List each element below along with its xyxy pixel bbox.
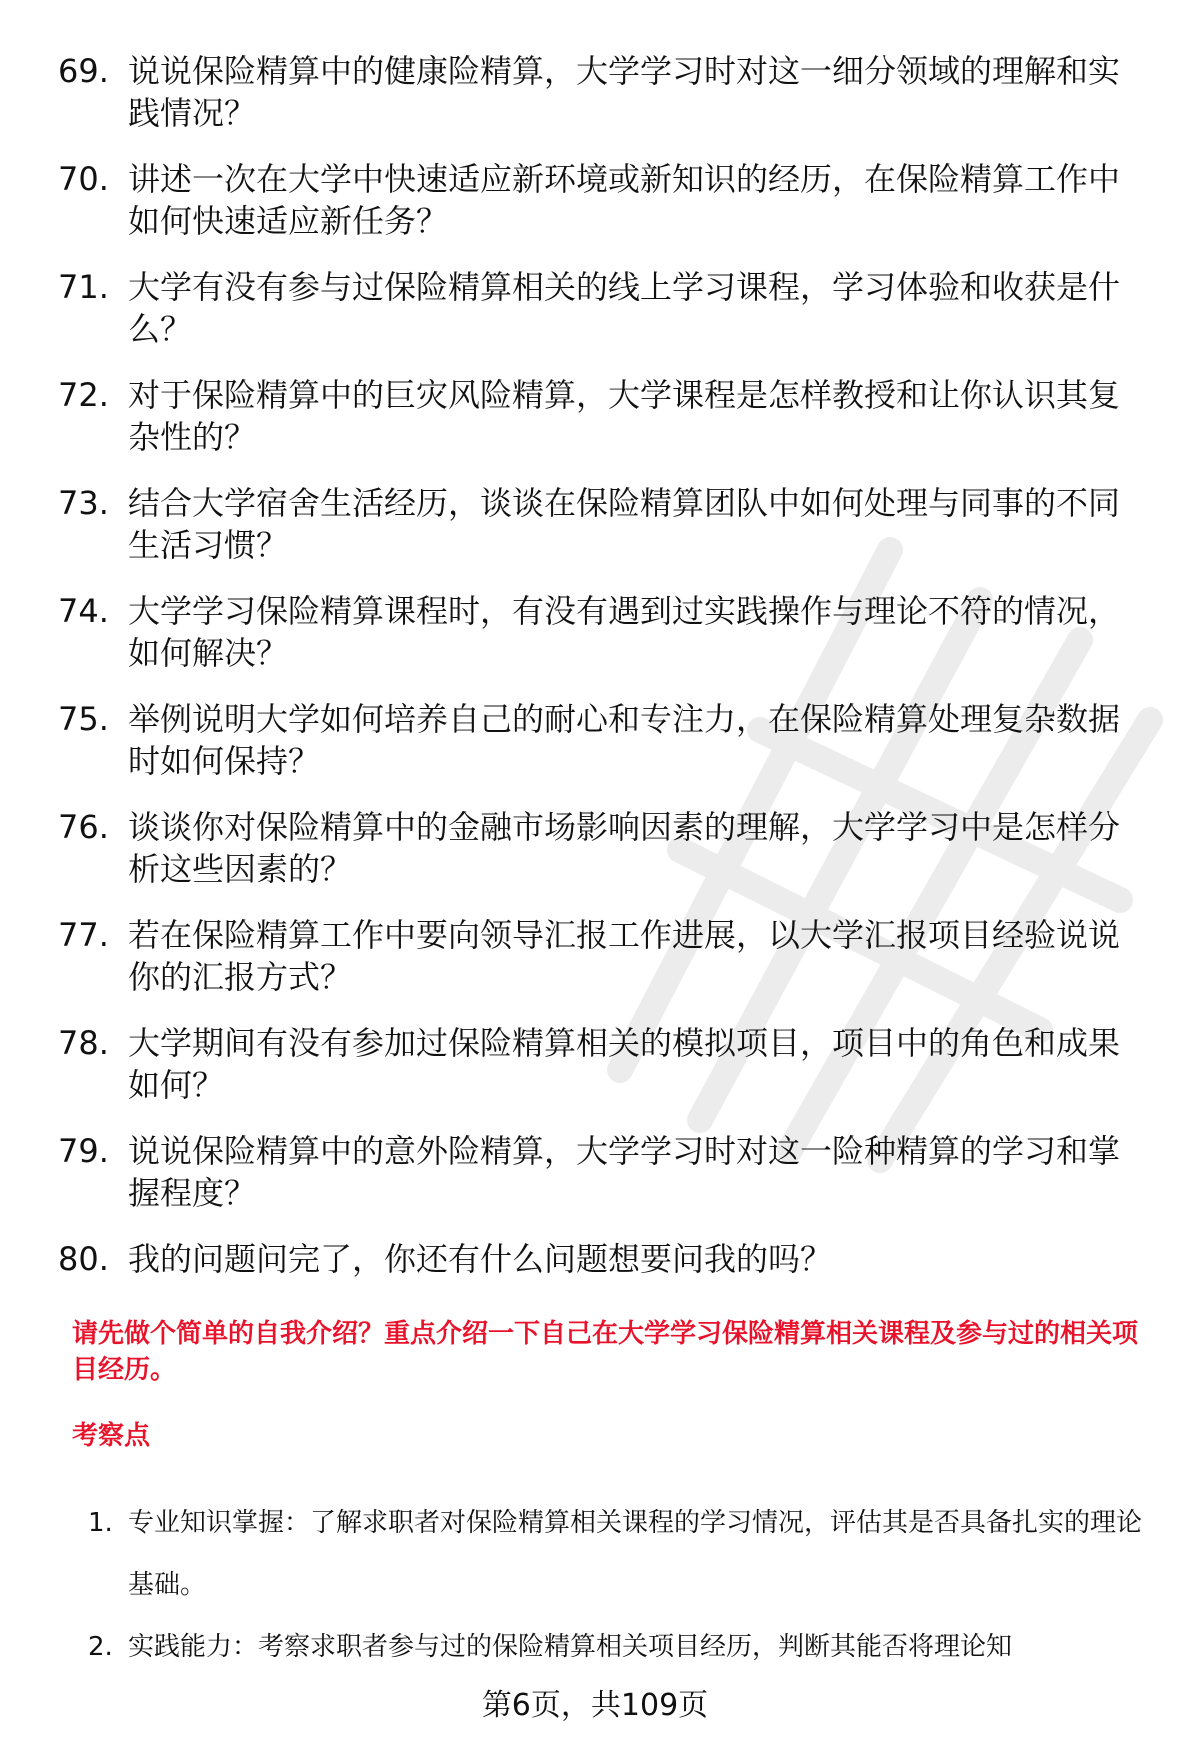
question-text: 对于保险精算中的巨灾风险精算，大学课程是怎样教授和让你认识其复杂性的？ <box>128 376 1121 456</box>
question-item <box>58 590 1148 674</box>
question-text: 大学期间有没有参加过保险精算相关的模拟项目，项目中的角色和成果如何？ <box>128 1024 1121 1104</box>
assessment-points <box>88 1492 1158 1678</box>
question-item <box>58 266 1148 350</box>
question-item <box>58 914 1148 998</box>
point-number: 1. <box>88 1508 113 1538</box>
question-text: 说说保险精算中的健康险精算，大学学习时对这一细分领域的理解和实践情况？ <box>128 52 1121 132</box>
question-item <box>58 1238 1148 1280</box>
question-number: 78. <box>58 1024 109 1062</box>
question-text: 讲述一次在大学中快速适应新环境或新知识的经历，在保险精算工作中如何快速适应新任务？ <box>128 160 1121 240</box>
question-item <box>58 1022 1148 1106</box>
question-text: 谈谈你对保险精算中的金融市场影响因素的理解，大学学习中是怎样分析这些因素的？ <box>128 808 1121 888</box>
question-item <box>58 1130 1148 1214</box>
assessment-point <box>88 1616 1158 1678</box>
question-number: 73. <box>58 484 109 522</box>
question-number: 69. <box>58 52 109 90</box>
question-text: 若在保险精算工作中要向领导汇报工作进展，以大学汇报项目经验说说你的汇报方式？ <box>128 916 1121 996</box>
question-item <box>58 482 1148 566</box>
question-item <box>58 806 1148 890</box>
question-number: 79. <box>58 1132 109 1170</box>
question-number: 80. <box>58 1240 109 1278</box>
question-number: 76. <box>58 808 109 846</box>
question-number: 72. <box>58 376 109 414</box>
assessment-point <box>88 1492 1158 1616</box>
question-number: 75. <box>58 700 109 738</box>
question-text: 我的问题问完了，你还有什么问题想要问我的吗？ <box>128 1240 833 1278</box>
question-number: 71. <box>58 268 109 306</box>
point-number: 2. <box>88 1632 113 1662</box>
question-text: 大学学习保险精算课程时，有没有遇到过实践操作与理论不符的情况，如何解决？ <box>128 592 1121 672</box>
question-text: 举例说明大学如何培养自己的耐心和专注力，在保险精算处理复杂数据时如何保持？ <box>128 700 1121 780</box>
question-list <box>58 50 1148 1304</box>
question-item <box>58 158 1148 242</box>
question-item <box>58 50 1148 134</box>
highlighted-question: 请先做个简单的自我介绍？重点介绍一下自己在大学学习保险精算相关课程及参与过的相关项目经历。 <box>72 1319 1139 1385</box>
question-number: 70. <box>58 160 109 198</box>
page-footer: 第6页，共109页 <box>481 1688 709 1723</box>
question-number: 74. <box>58 592 109 630</box>
question-text: 说说保险精算中的意外险精算，大学学习时对这一险种精算的学习和掌握程度？ <box>128 1132 1121 1212</box>
question-item <box>58 374 1148 458</box>
question-item <box>58 698 1148 782</box>
point-text: 实践能力：考察求职者参与过的保险精算相关项目经历，判断其能否将理论知 <box>128 1632 1013 1662</box>
question-text: 结合大学宿舍生活经历，谈谈在保险精算团队中如何处理与同事的不同生活习惯？ <box>128 484 1121 564</box>
point-text: 专业知识掌握：了解求职者对保险精算相关课程的学习情况，评估其是否具备扎实的理论基础。 <box>128 1508 1143 1600</box>
question-text: 大学有没有参与过保险精算相关的线上学习课程，学习体验和收获是什么？ <box>128 268 1121 348</box>
question-number: 77. <box>58 916 109 954</box>
section-title: 考察点 <box>72 1421 151 1451</box>
